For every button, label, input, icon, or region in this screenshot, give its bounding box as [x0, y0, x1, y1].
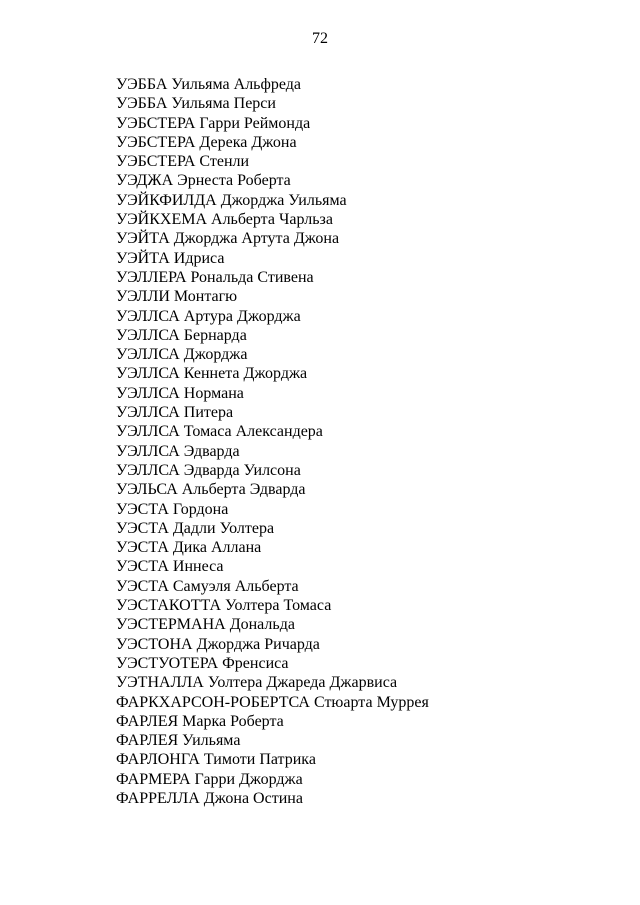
list-item: УЭТНАЛЛА Уолтера Джареда Джарвиса [116, 674, 398, 692]
list-item: УЭСТЕРМАНА Дональда [116, 616, 295, 634]
list-item: УЭББА Уильяма Альфреда [116, 76, 301, 93]
list-item: УЭЛЛСА Кеннета Джорджа [116, 365, 308, 383]
list-item: ФАРЛЕЯ Марка Роберта [116, 712, 284, 730]
list-item: УЭЙТА Идриса [116, 249, 225, 267]
list-item: УЭЙТА Джорджа Артута Джона [116, 230, 340, 248]
list-item: ФАРЛОНГА Тимоти Патрика [116, 751, 316, 769]
list-item: УЭЛЛСА Эдварда [116, 442, 240, 460]
list-item: ФАРКХАРСОН-РОБЕРТСА Стюарта Муррея [116, 693, 429, 711]
list-item: УЭСТА Гордона [116, 500, 229, 518]
list-item: УЭБСТЕРА Стенли [116, 153, 250, 171]
list-item: УЭСТА Дадли Уолтера [116, 519, 275, 537]
list-item: УЭСТУОТЕРА Френсиса [116, 654, 289, 672]
list-item: УЭЛЛСА Питера [116, 404, 234, 422]
list-item: УЭЙКХЕМА Альберта Чарльза [116, 211, 333, 229]
list-item: УЭСТАКОТТА Уолтера Томаса [116, 597, 332, 615]
list-item: УЭЛЛСА Нормана [116, 384, 244, 402]
list-item: УЭСТА Дика Аллана [116, 539, 262, 557]
list-item: УЭЛЬСА Альберта Эдварда [116, 481, 306, 499]
list-item: УЭЛЛСА Джорджа [116, 346, 248, 364]
list-item: УЭСТОНА Джорджа Ричарда [116, 635, 320, 653]
list-item: УЭЙКФИЛДА Джорджа Уильяма [116, 191, 347, 209]
name-list [116, 75, 429, 808]
list-item: УЭЛЛСА Бернарда [116, 326, 247, 344]
list-item: УЭЛЛЕРА Рональда Стивена [116, 268, 314, 286]
list-item: ФАРЛЕЯ Уильяма [116, 732, 241, 750]
list-item: ФАРМЕРА Гарри Джорджа [116, 770, 303, 788]
list-item: УЭББА Уильяма Перси [116, 95, 276, 113]
list-item: ФАРРЕЛЛА Джона Остина [116, 789, 303, 807]
list-item: УЭЛЛСА Эдварда Уилсона [116, 461, 301, 479]
list-item: УЭБСТЕРА Гарри Реймонда [116, 114, 311, 132]
list-item: УЭБСТЕРА Дерека Джона [116, 133, 297, 151]
list-item: УЭСТА Иннеса [116, 558, 224, 576]
page-number: 72 [312, 30, 328, 47]
list-item: УЭСТА Самуэля Альберта [116, 577, 299, 595]
list-item: УЭЛЛСА Томаса Александера [116, 423, 323, 441]
list-item: УЭДЖА Эрнеста Роберта [116, 172, 291, 190]
list-item: УЭЛЛСА Артура Джорджа [116, 307, 301, 325]
list-item: УЭЛЛИ Монтагю [116, 288, 238, 306]
